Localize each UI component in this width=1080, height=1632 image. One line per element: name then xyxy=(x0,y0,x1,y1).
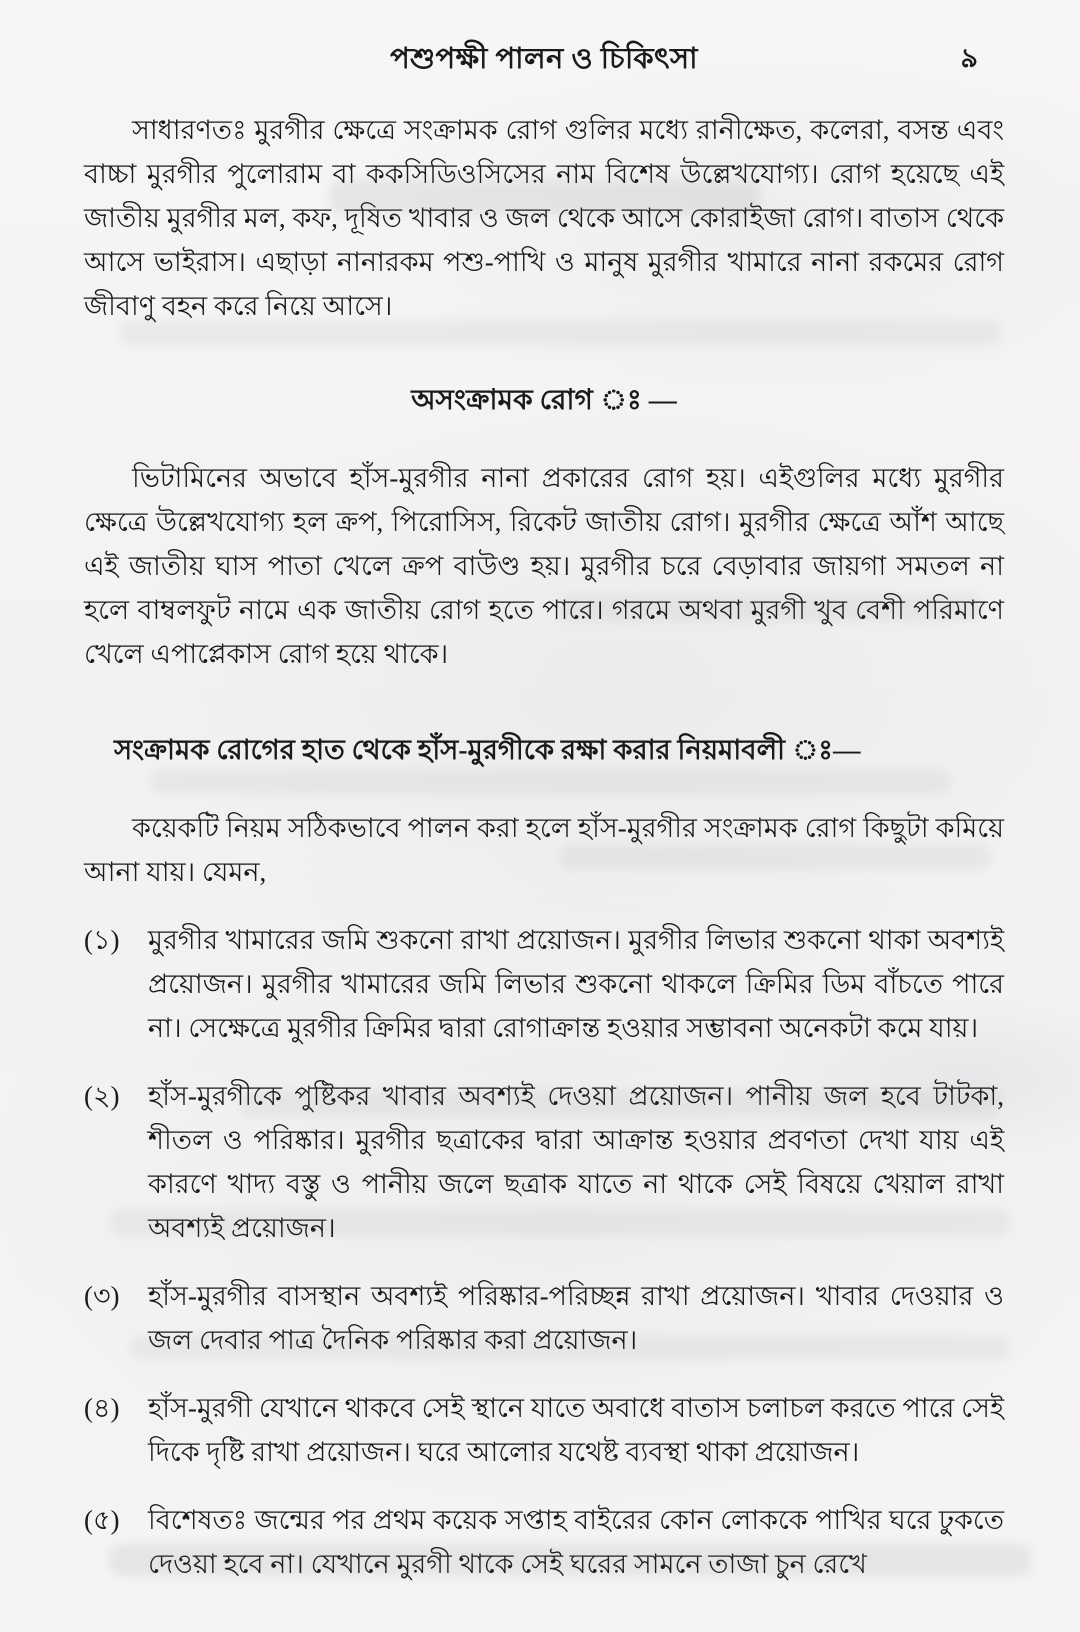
protection-rules-heading: সংক্রামক রোগের হাত থেকে হাঁস-মুরগীকে রক্ষা করার নিয়মাবলী ঃ— xyxy=(114,733,861,765)
page-number: ৯ xyxy=(960,43,978,73)
list-item-number: (৫) xyxy=(84,1505,120,1536)
list-item-text: মুরগীর খামারের জমি শুকনো রাখা প্রয়োজন। মুরগীর লিভার শুকনো থাকা অবশ্যই প্রয়োজন। মুরগীর খামারের জমি লিভার শুকনো থাকলে ক্রিমির ডিম বাঁচতে পারে না। সেক্ষেত্রে মুরগীর ক্রিমির দ্বারা রোগাক্রান্ত হওয়ার সম্ভাবনা অনেকটা কমে যায়। xyxy=(148,925,1004,1044)
list-item xyxy=(84,918,1004,1050)
list-item-text: হাঁস-মুরগীর বাসস্থান অবশ্যই পরিষ্কার-পরিচ্ছন্ন রাখা প্রয়োজন। খাবার দেওয়ার ও জল দেবার পাত্র দৈনিক পরিষ্কার করা প্রয়োজন। xyxy=(148,1281,1004,1356)
rules-list xyxy=(84,918,1004,1586)
list-item xyxy=(84,1498,1004,1586)
noninfectious-diseases-paragraph: ভিটামিনের অভাবে হাঁস-মুরগীর নানা প্রকারের রোগ হয়। এইগুলির মধ্যে মুরগীর ক্ষেত্রে উল্লেখযোগ্য হল ক্রপ, পিরোসিস, রিকেট জাতীয় রোগ। মুরগীর ক্ষেত্রে আঁশ আছে এই জাতীয় ঘাস পাতা খেলে ক্রপ বাউণ্ড হয়। মুরগীর চরে বেড়াবার জায়গা সমতল না হলে বাম্বলফুট নামে এক জাতীয় রোগ হতে পারে। গরমে অথবা মুরগী খুব বেশী পরিমাণে খেলে এপাপ্লেকাস রোগ হয়ে থাকে। xyxy=(84,462,1004,669)
intro-paragraph: সাধারণতঃ মুরগীর ক্ষেত্রে সংক্রামক রোগ গুলির মধ্যে রানীক্ষেত, কলেরা, বসন্ত এবং বাচ্চা মুরগীর পুলোরাম বা ককসিডিওসিসের নাম বিশেষ উল্লেখযোগ্য। রোগ হয়েছে এই জাতীয় মুরগীর মল, কফ, দূষিত খাবার ও জল থেকে আসে কোরাইজা রোগ। বাতাস থেকে আসে ভাইরাস। এছাড়া নানারকম পশু-পাখি ও মানুষ মুরগীর খামারে নানা রকমের রোগ জীবাণু বহন করে নিয়ে আসে। xyxy=(84,115,1004,321)
list-item xyxy=(84,1274,1004,1362)
page-body xyxy=(84,108,1004,1586)
list-item xyxy=(84,1074,1004,1250)
list-item-number: (২) xyxy=(84,1081,120,1112)
list-item-number: (১) xyxy=(84,925,120,956)
list-item-number: (৪) xyxy=(84,1393,120,1424)
protection-rules-intro: কয়েকটি নিয়ম সঠিকভাবে পালন করা হলে হাঁস-মুরগীর সংক্রামক রোগ কিছুটা কমিয়ে আনা যায়। যেমন, xyxy=(84,813,1004,888)
list-item-text: হাঁস-মুরগীকে পুষ্টিকর খাবার অবশ্যই দেওয়া প্রয়োজন। পানীয় জল হবে টাটকা, শীতল ও পরিষ্কার। মুরগীর ছত্রাকের দ্বারা আক্রান্ত হওয়ার প্রবণতা দেখা যায় এই কারণে খাদ্য বস্তু ও পানীয় জলে ছত্রাক যাতে না থাকে সেই বিষয়ে খেয়াল রাখা অবশ্যই প্রয়োজন। xyxy=(148,1081,1004,1244)
running-title: পশুপক্ষী পালন ও চিকিৎসা xyxy=(390,43,698,75)
list-item xyxy=(84,1386,1004,1474)
page-header xyxy=(84,36,1004,84)
list-item-text: হাঁস-মুরগী যেখানে থাকবে সেই স্থানে যাতে অবাধে বাতাস চলাচল করতে পারে সেই দিকে দৃষ্টি রাখা প্রয়োজন। ঘরে আলোর যথেষ্ট ব্যবস্থা থাকা প্রয়োজন। xyxy=(148,1393,1004,1468)
noninfectious-diseases-heading: অসংক্রামক রোগ ঃ — xyxy=(411,385,677,416)
list-item-text: বিশেষতঃ জন্মের পর প্রথম কয়েক সপ্তাহ বাইরের কোন লোককে পাখির ঘরে ঢুকতে দেওয়া হবে না। যেখানে মুরগী থাকে সেই ঘরের সামনে তাজা চুন রেখে xyxy=(148,1505,1004,1580)
list-item-number: (৩) xyxy=(84,1281,120,1312)
